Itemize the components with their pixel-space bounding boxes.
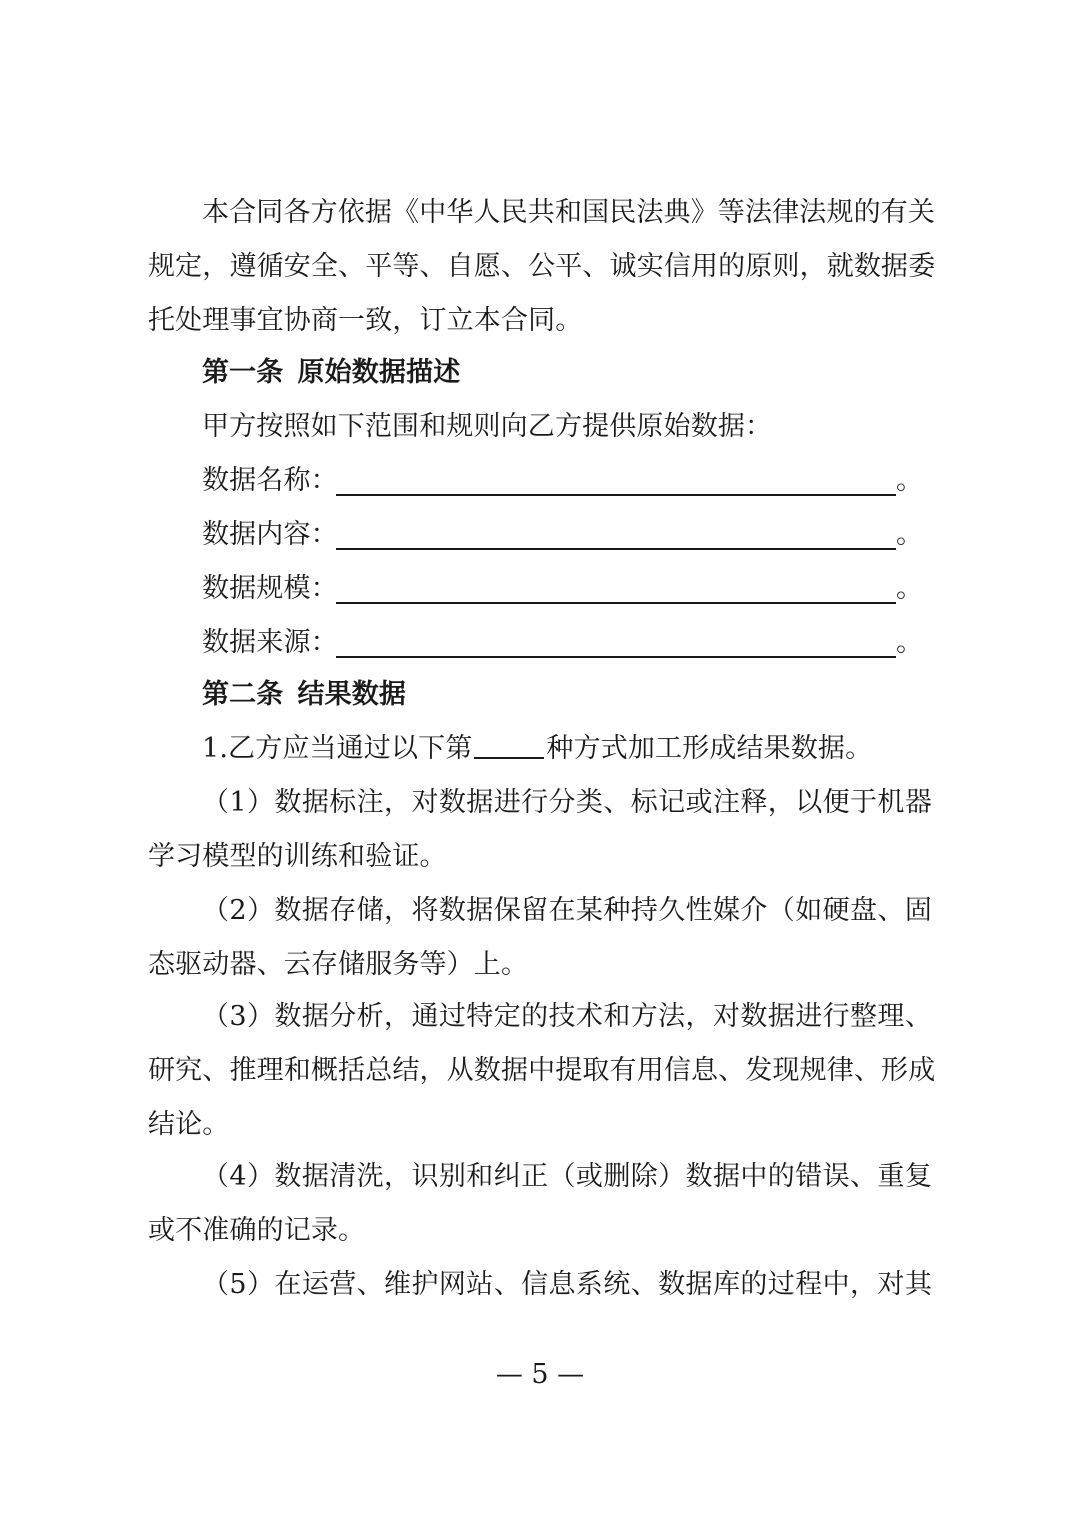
article-1-number: 第一条 xyxy=(202,357,284,388)
field-end-mark: 。 xyxy=(896,465,924,496)
field-end-mark: 。 xyxy=(896,627,924,658)
option-5-line-1: （5）在运营、维护网站、信息系统、数据库的过程中，对其 xyxy=(202,1269,932,1300)
page-number: — 5 — xyxy=(495,1359,585,1390)
option-1-line-2: 学习模型的训练和验证。 xyxy=(148,841,447,872)
option-3-line-1: （3）数据分析，通过特定的技术和方法，对数据进行整理、 xyxy=(202,1001,932,1032)
intro-line-1: 本合同各方依据《中华人民共和国民法典》等法律法规的有关 xyxy=(202,197,936,228)
item-1-text-after: 种方式加工形成结果数据。 xyxy=(546,733,873,764)
option-1-line-1: （1）数据标注，对数据进行分类、标记或注释，以便于机器 xyxy=(202,787,932,818)
option-2-line-2: 态驱动器、云存储服务等）上。 xyxy=(148,949,529,980)
field-label: 数据内容： xyxy=(202,519,338,550)
option-3-line-3: 结论。 xyxy=(148,1109,230,1140)
article-1-title: 原始数据描述 xyxy=(297,357,461,388)
option-4-line-1: （4）数据清洗，识别和纠正（或删除）数据中的错误、重复 xyxy=(202,1161,932,1192)
intro-line-3: 托处理事宜协商一致，订立本合同。 xyxy=(148,305,583,336)
option-2-line-1: （2）数据存储，将数据保留在某种持久性媒介（如硬盘、固 xyxy=(202,895,932,926)
field-data-content xyxy=(148,518,932,552)
field-data-source xyxy=(148,626,932,660)
article-2-item-1 xyxy=(148,732,932,766)
intro-line-2: 规定，遵循安全、平等、自愿、公平、诚实信用的原则，就数据委 xyxy=(148,251,936,282)
field-end-mark: 。 xyxy=(896,519,924,550)
field-label: 数据来源： xyxy=(202,627,338,658)
field-end-mark: 。 xyxy=(896,573,924,604)
fill-in-line[interactable] xyxy=(336,548,896,550)
article-2-heading xyxy=(148,678,932,712)
field-label: 数据规模： xyxy=(202,573,338,604)
fill-in-line[interactable] xyxy=(336,602,896,604)
method-number-blank[interactable] xyxy=(474,733,544,759)
article-1-lead: 甲方按照如下范围和规则向乙方提供原始数据： xyxy=(202,411,773,442)
fill-in-line[interactable] xyxy=(336,656,896,658)
field-label: 数据名称： xyxy=(202,465,338,496)
item-1-text-before: 1.乙方应当通过以下第 xyxy=(202,733,473,764)
article-2-number: 第二条 xyxy=(202,679,284,710)
field-data-name xyxy=(148,464,932,498)
article-1-heading xyxy=(148,356,932,390)
field-data-scale xyxy=(148,572,932,606)
fill-in-line[interactable] xyxy=(336,494,896,496)
option-3-line-2: 研究、推理和概括总结，从数据中提取有用信息、发现规律、形成 xyxy=(148,1055,936,1086)
option-4-line-2: 或不准确的记录。 xyxy=(148,1215,366,1246)
article-2-title: 结果数据 xyxy=(297,679,407,710)
